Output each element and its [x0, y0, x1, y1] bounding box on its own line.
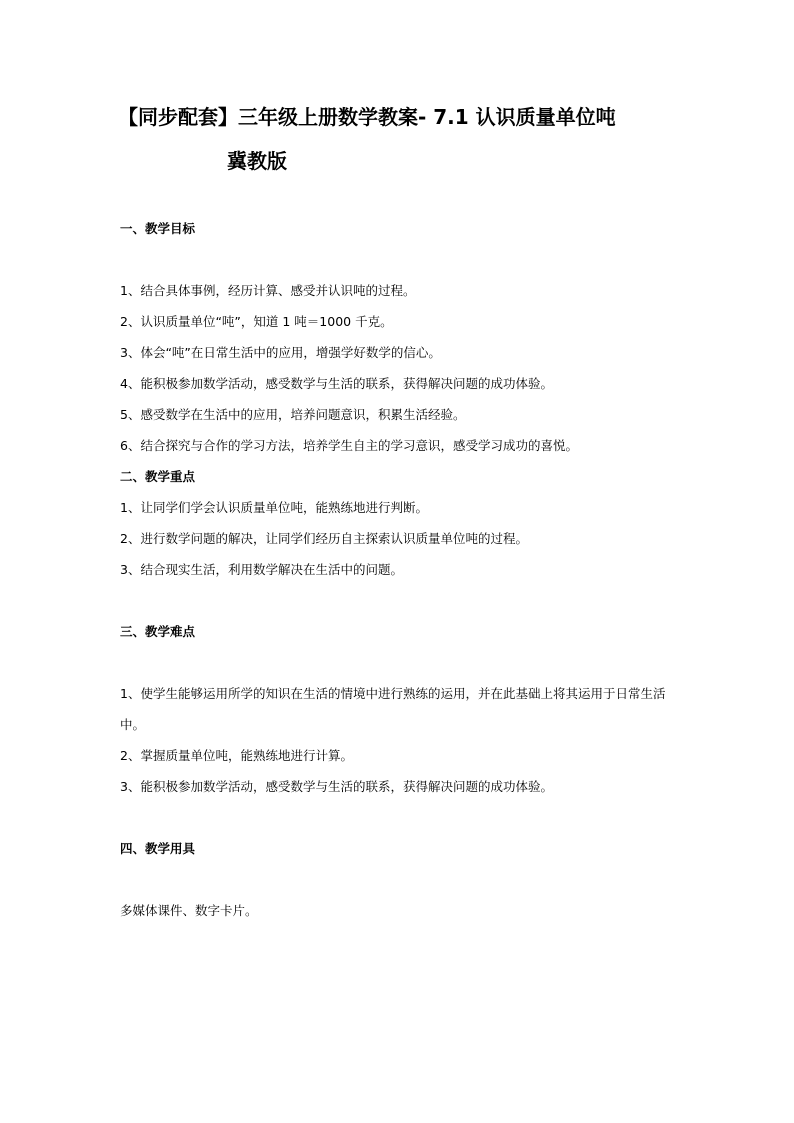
list-item: 1、使学生能够运用所学的知识在生活的情境中进行熟练的运用，并在此基础上将其运用于日常生活中。 — [120, 686, 666, 732]
section-heading-goals: 一、教学目标 — [120, 221, 196, 236]
list-item: 3、结合现实生活，利用数学解决在生活中的问题。 — [120, 562, 403, 577]
tools-text: 多媒体课件、数字卡片。 — [120, 903, 258, 918]
list-item: 2、认识质量单位“吨”，知道 1 吨＝1000 千克。 — [120, 314, 393, 329]
list-item: 2、进行数学问题的解决，让同学们经历自主探索认识质量单位吨的过程。 — [120, 531, 528, 546]
list-item: 1、让同学们学会认识质量单位吨，能熟练地进行判断。 — [120, 500, 428, 515]
section-heading-keypoints: 二、教学重点 — [120, 469, 196, 484]
list-item: 4、能积极参加数学活动，感受数学与生活的联系，获得解决问题的成功体验。 — [120, 376, 553, 391]
list-item: 3、体会“吨”在日常生活中的应用，增强学好数学的信心。 — [120, 345, 441, 360]
list-item: 5、感受数学在生活中的应用，培养问题意识，积累生活经验。 — [120, 407, 466, 422]
list-item: 3、能积极参加数学活动，感受数学与生活的联系，获得解决问题的成功体验。 — [120, 779, 553, 794]
list-item: 2、掌握质量单位吨，能熟练地进行计算。 — [120, 748, 353, 763]
list-item: 6、结合探究与合作的学习方法，培养学生自主的学习意识，感受学习成功的喜悦。 — [120, 438, 578, 453]
document-body — [120, 213, 678, 926]
page-title: 【同步配套】三年级上册数学教案- 7.1 认识质量单位吨 — [118, 105, 616, 129]
section-heading-tools: 四、教学用具 — [120, 841, 196, 856]
section-heading-difficulties: 三、教学难点 — [120, 624, 196, 639]
list-item: 1、结合具体事例，经历计算、感受并认识吨的过程。 — [120, 283, 416, 298]
page-title-continued: 冀教版 — [227, 149, 287, 173]
